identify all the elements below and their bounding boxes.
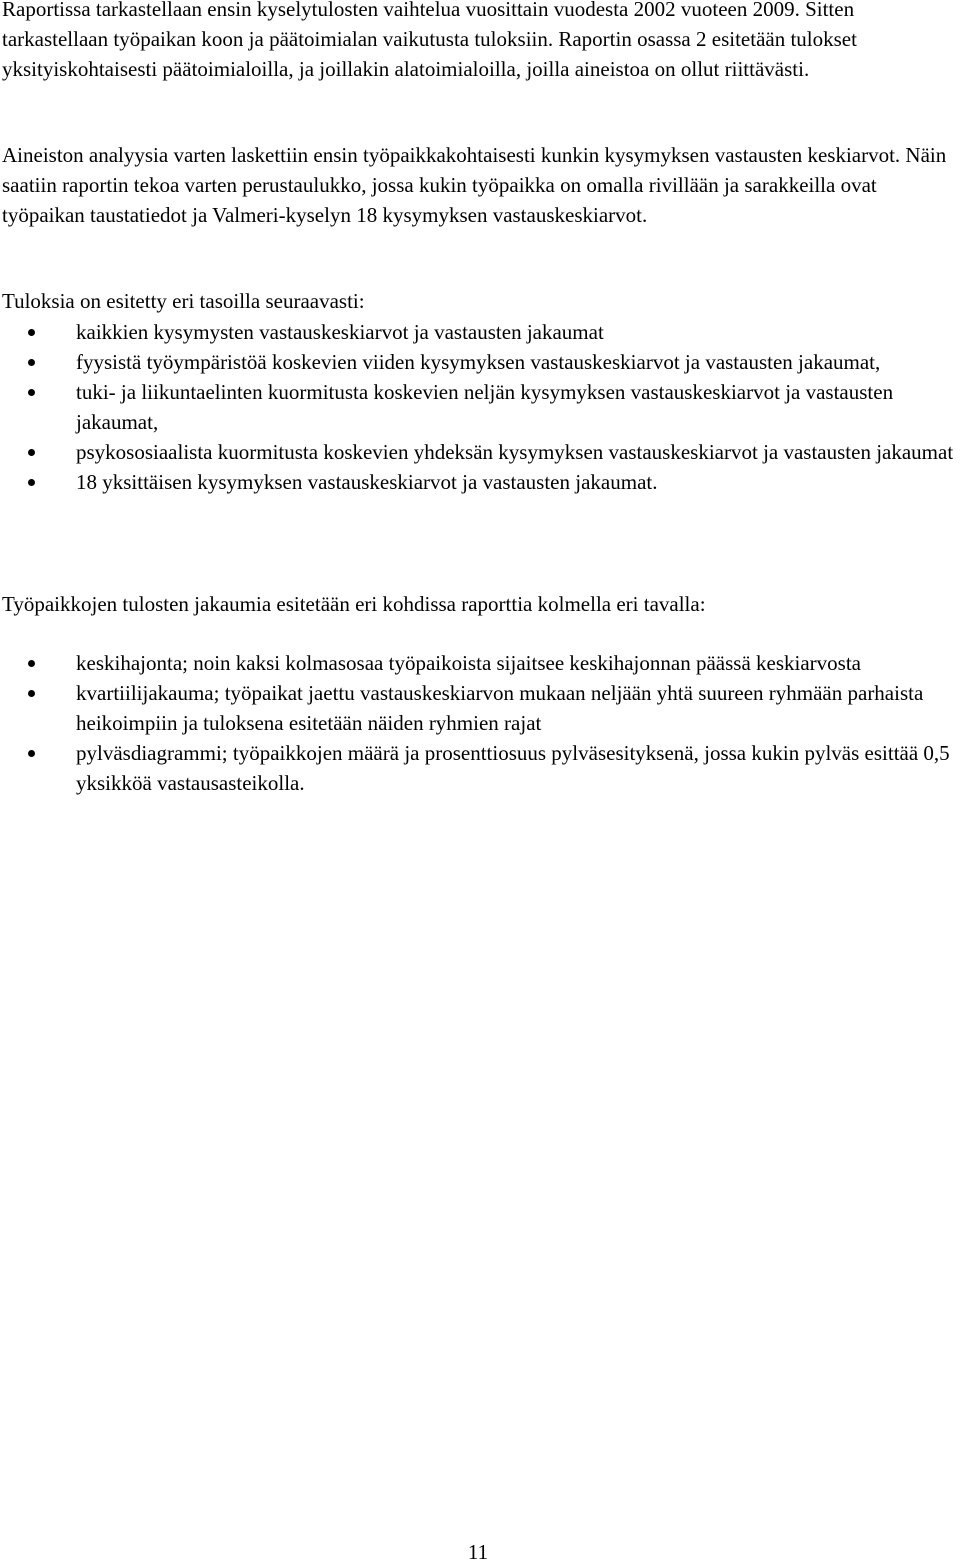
list-item: [2, 738, 960, 798]
list-item-text: psykososiaalista kuormitusta koskevien yhdeksän kysymyksen vastauskeskiarvot ja vastausten jakaumat: [76, 440, 954, 464]
list-item: [2, 467, 960, 497]
list-item-text: 18 yksittäisen kysymyksen vastauskeskiarvot ja vastausten jakaumat.: [76, 470, 658, 494]
list-item-text: fyysistä työympäristöä koskevien viiden kysymyksen vastauskeskiarvot ja vastausten jakaumat,: [76, 350, 881, 374]
paragraph-distributions: Työpaikkojen tulosten jakaumia esitetään eri kohdissa raporttia kolmella eri tavalla:: [2, 592, 706, 616]
bullet-icon: [28, 329, 35, 336]
bullet-icon: [28, 359, 35, 366]
list-item: [2, 678, 960, 738]
paragraph-intro: Raportissa tarkastellaan ensin kyselytulosten vaihtelua vuosittain vuodesta 2002 vuoteen 2009. Sitten tarkastellaan työpaikan koon ja päätoimialan vaikutusta tuloksiin. Raportin osassa 2 esitetään tulokset yksityiskohtaisesti päätoimialoilla, ja joillakin alatoimialoilla, joilla aineistoa on ollut riittävästi.: [2, 0, 857, 81]
paragraph-results-levels: Tuloksia on esitetty eri tasoilla seuraavasti:: [2, 289, 365, 313]
bullet-icon: [28, 660, 35, 667]
list-item: [2, 347, 960, 377]
list-item: [2, 437, 960, 467]
paragraph-analysis: Aineiston analyysia varten laskettiin ensin työpaikkakohtaisesti kunkin kysymyksen vastausten keskiarvot. Näin saatiin raportin tekoa varten perustaulukko, jossa kukin työpaikka on omalla rivillään ja sarakkeilla ovat työpaikan taustatiedot ja Valmeri-kyselyn 18 kysymyksen vastauskeskiarvot.: [2, 143, 947, 227]
list-item-text: keskihajonta; noin kaksi kolmasosaa työpaikoista sijaitsee keskihajonnan päässä keskiarvosta: [76, 651, 861, 675]
list-item-text: kaikkien kysymysten vastauskeskiarvot ja vastausten jakaumat: [76, 320, 604, 344]
list-item-text: kvartiilijakauma; työpaikat jaettu vastauskeskiarvon mukaan neljään yhtä suureen ryhmään parhaista heikoimpiin ja tuloksena esitetään näiden ryhmien rajat: [76, 681, 924, 735]
page-number: [0, 1537, 959, 1567]
list-item-text: pylväsdiagrammi; työpaikkojen määrä ja prosenttiosuus pylväsesityksenä, jossa kukin pylväs esittää 0,5 yksikköä vastausasteikolla.: [76, 741, 950, 795]
list-item-text: tuki- ja liikuntaelinten kuormitusta koskevien neljän kysymyksen vastauskeskiarvot ja vastausten jakaumat,: [76, 380, 894, 434]
bullet-icon: [28, 389, 35, 396]
results-levels-list: [2, 317, 960, 497]
distribution-methods-list: [2, 648, 960, 798]
bullet-icon: [28, 449, 35, 456]
bullet-icon: [28, 750, 35, 757]
bullet-icon: [28, 690, 35, 697]
list-item: [2, 377, 960, 437]
list-item: [2, 648, 960, 678]
list-item: [2, 317, 960, 347]
bullet-icon: [28, 479, 35, 486]
page-number-text: 11: [467, 1540, 489, 1564]
